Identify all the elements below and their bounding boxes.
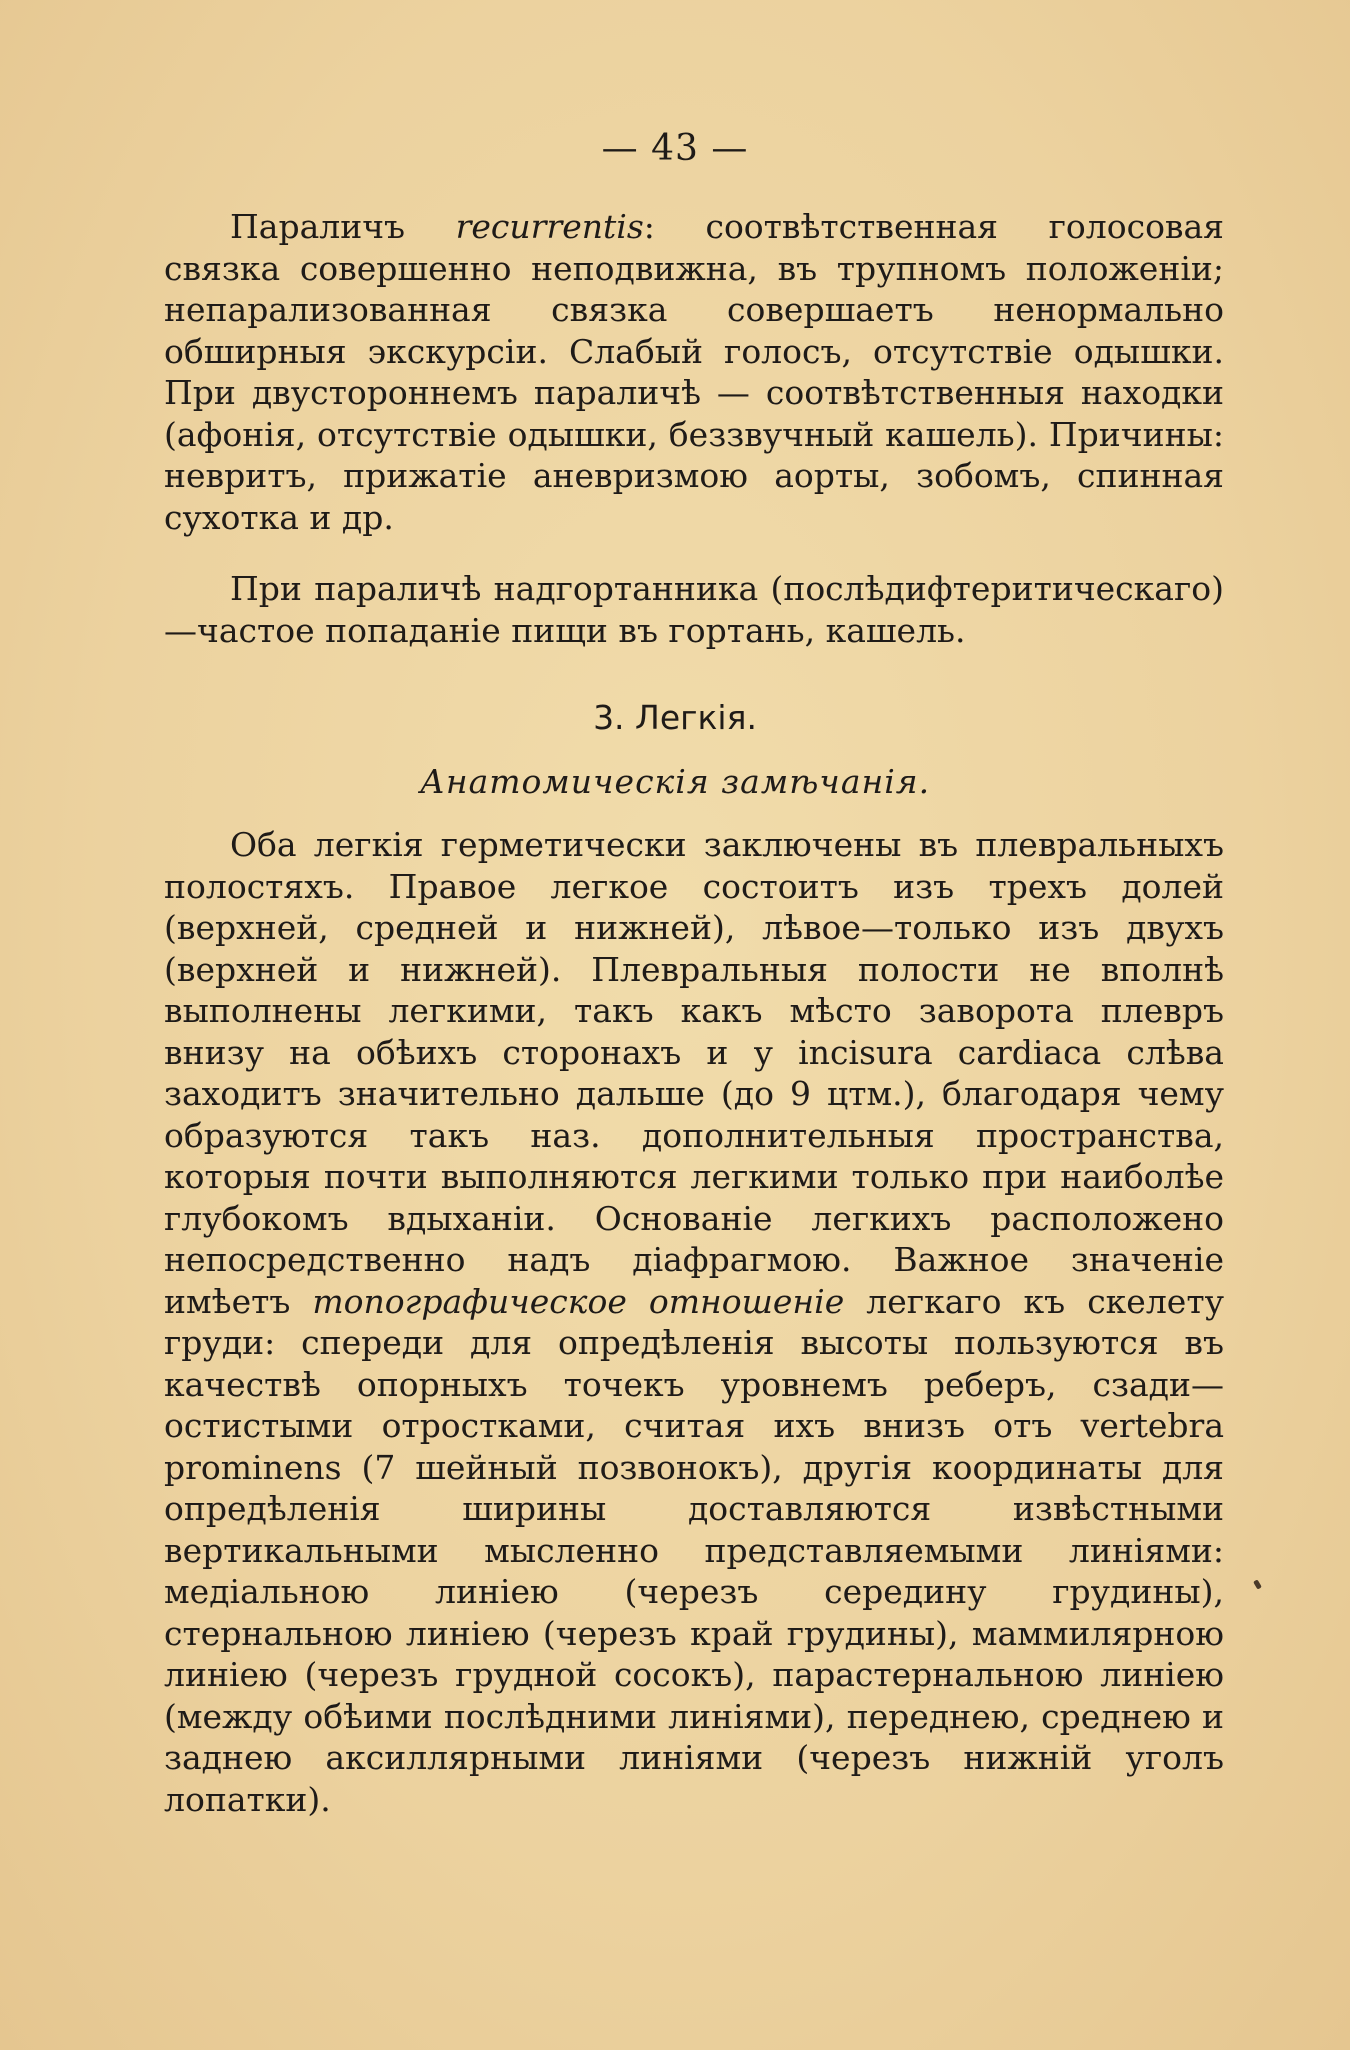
ink-spot	[1253, 1579, 1262, 1589]
italic-term: топографическое отношенiе	[312, 1281, 845, 1321]
paragraph-lead: Параличъ	[230, 207, 456, 246]
text-block-larynx-paralysis	[164, 206, 1224, 538]
paragraph-recurrentis-paralysis	[164, 206, 1224, 538]
paragraph-epiglottis-paralysis: При параличѣ надгортанника (послѣдифтеритическаго)—частое попаданiе пищи въ гортань, кашель.	[164, 569, 1224, 650]
page-number: — 43 —	[601, 128, 749, 169]
paragraph-body-part2: легкаго къ скелету груди: спереди для опредѣленiя высоты пользуются въ качествѣ опорныхъ точекъ уровнемъ реберъ, сзади—остистыми отростками, считая ихъ внизъ отъ vertebra prominens (7 шейный позвонокъ), другiя координаты для опредѣленiя ширины доставляются извѣстными вертикальными мысленно представляемыми линiями: медiальною линiею (черезъ середину грудины), стернальною линiею (черезъ край грудины), маммилярною линiею (черезъ грудной сосокъ), парастернальною линiею (между обѣими послѣдними линiями), переднею, среднею и заднею аксиллярными линiями (черезъ нижнiй уголъ лопатки).	[164, 1281, 1224, 1819]
latin-term: recurrentis	[455, 207, 644, 246]
subheading: Анатомическiя замѣчанiя.	[419, 762, 931, 801]
paragraph-lungs-anatomy	[164, 824, 1224, 1820]
text-block-epiglottis	[164, 568, 1224, 651]
text-block-lungs-anatomy	[164, 824, 1224, 1820]
paragraph-body: : соотвѣтственная голосовая связка совершенно неподвижна, въ трупномъ положенiи; непарализованная связка совершаетъ ненормально обширныя экскурсiи. Слабый голосъ, отсутствiе одышки. При двустороннемъ параличѣ — соотвѣтственныя находки (афонiя, отсутствiе одышки, беззвучный кашель). Причины: невритъ, прижатiе аневризмою аорты, зобомъ, спинная сухотка и др.	[164, 207, 1225, 537]
paragraph-body-part1: Оба легкiя герметически заключены въ плевральныхъ полостяхъ. Правое легкое состоитъ изъ трехъ долей (верхней, средней и нижней), лѣвое—только изъ двухъ (верхней и нижней). Плевральныя полости не вполнѣ выполнены легкими, такъ какъ мѣсто заворота плевръ внизу на обѣихъ сторонахъ и у incisura cardiaca слѣва заходитъ значительно дальше (до 9 цтм.), благодаря чему образуются такъ наз. дополнительныя пространства, которыя почти выполняются легкими только при наиболѣе глубокомъ вдыханiи. Основанiе легкихъ расположено непосредственно надъ дiафрагмою. Важное значенiе имѣетъ	[164, 825, 1224, 1321]
section-heading: 3. Легкiя.	[593, 698, 757, 737]
